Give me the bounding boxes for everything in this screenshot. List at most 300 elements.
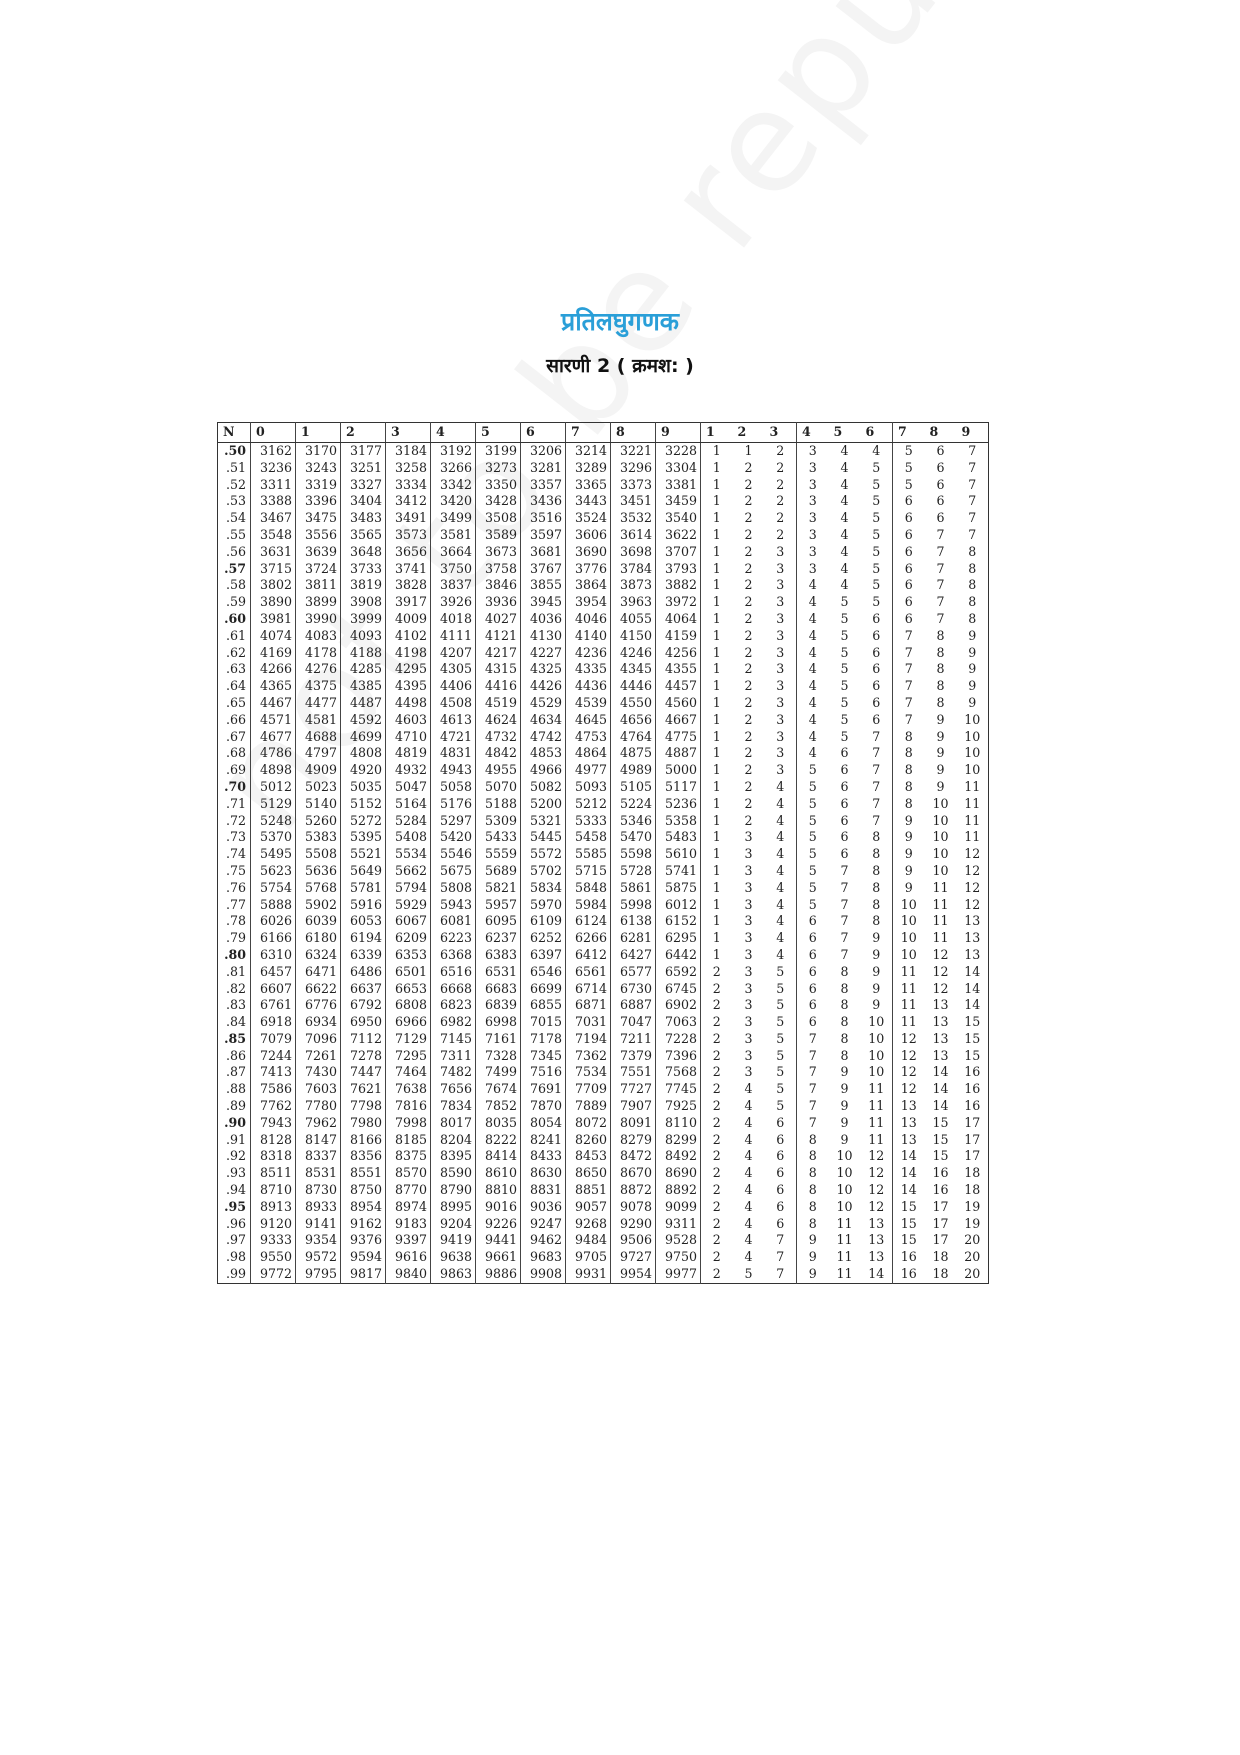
mean-difference: 1 [701, 762, 733, 779]
antilog-value: 9661 [476, 1249, 521, 1266]
row-label: .77 [225, 896, 246, 912]
mean-difference: 5 [872, 594, 881, 610]
antilog-value: 5848 [566, 880, 611, 897]
antilog-value: 7656 [431, 1081, 476, 1098]
antilog-value: 5875 [656, 880, 701, 897]
antilog-value: 8570 [386, 1165, 431, 1182]
antilog-value: 4529 [521, 695, 566, 712]
antilog-value: 7295 [386, 1048, 431, 1065]
mean-difference: 5 [840, 594, 849, 610]
mean-difference: 7 [797, 1048, 829, 1065]
table-row [218, 1165, 989, 1182]
antilog-value: 5728 [611, 863, 656, 880]
row-label: .90 [224, 1114, 246, 1130]
mean-difference: 12 [868, 1148, 885, 1164]
antilog-value: 4467 [251, 695, 296, 712]
mean-difference: 19 [964, 1215, 981, 1231]
mean-difference: 13 [893, 1132, 925, 1149]
mean-difference: 6 [797, 1014, 829, 1031]
table-row [218, 1064, 989, 1081]
antilog-value: 3963 [611, 594, 656, 611]
antilog-value: 5998 [611, 897, 656, 914]
antilog-value: 8954 [341, 1199, 386, 1216]
antilog-value: 8670 [611, 1165, 656, 1182]
mean-difference: 7 [968, 526, 977, 542]
mean-difference: 5 [797, 880, 829, 897]
antilog-value: 6209 [386, 930, 431, 947]
table-row [218, 981, 989, 998]
antilog-value: 3664 [431, 544, 476, 561]
mean-difference: 7 [872, 745, 881, 761]
antilog-value: 4375 [296, 678, 341, 695]
antilog-value: 6823 [431, 997, 476, 1014]
antilog-value: 5970 [521, 897, 566, 914]
antilog-value: 9268 [566, 1216, 611, 1233]
antilog-value: 5943 [431, 897, 476, 914]
antilog-value: 4335 [566, 661, 611, 678]
table-row [218, 1132, 989, 1149]
mean-difference: 13 [893, 1098, 925, 1115]
antilog-value: 4217 [476, 645, 521, 662]
mean-difference: 10 [932, 812, 949, 828]
antilog-value: 3846 [476, 577, 521, 594]
antilog-value: 8260 [566, 1132, 611, 1149]
antilog-value: 4656 [611, 712, 656, 729]
mean-difference: 4 [776, 879, 785, 895]
antilog-value: 3724 [296, 561, 341, 578]
mean-difference: 7 [968, 476, 977, 492]
mean-difference: 4 [797, 695, 829, 712]
mean-difference: 7 [893, 678, 925, 695]
mean-difference: 4 [797, 678, 829, 695]
antilog-value: 4955 [476, 762, 521, 779]
mean-difference: 5 [872, 543, 881, 559]
mean-difference: 9 [797, 1232, 829, 1249]
mean-difference: 7 [840, 862, 849, 878]
antilog-value: 4753 [566, 729, 611, 746]
antilog-value: 5309 [476, 813, 521, 830]
antilog-value: 3221 [611, 443, 656, 460]
antilog-value: 4178 [296, 645, 341, 662]
antilog-value: 7980 [341, 1115, 386, 1132]
antilog-value: 6324 [296, 947, 341, 964]
header-main-2: 2 [341, 423, 386, 443]
mean-difference: 4 [840, 443, 849, 458]
mean-difference: 11 [964, 829, 981, 845]
antilog-value: 7870 [521, 1098, 566, 1115]
mean-difference: 7 [968, 510, 977, 526]
mean-difference: 3 [776, 644, 785, 660]
mean-difference: 10 [836, 1148, 853, 1164]
mean-difference: 8 [968, 543, 977, 559]
mean-difference: 6 [872, 661, 881, 677]
antilog-value: 5984 [566, 897, 611, 914]
antilog-value: 5929 [386, 897, 431, 914]
table-row [218, 930, 989, 947]
antilog-value: 7907 [611, 1098, 656, 1115]
mean-difference: 11 [893, 997, 925, 1014]
antilog-value: 5395 [341, 829, 386, 846]
antilog-value: 3828 [386, 577, 431, 594]
mean-difference: 3 [776, 543, 785, 559]
antilog-value: 8810 [476, 1182, 521, 1199]
antilog-value: 3614 [611, 527, 656, 544]
antilog-value: 6166 [251, 930, 296, 947]
mean-difference: 8 [840, 1030, 849, 1046]
antilog-value: 7638 [386, 1081, 431, 1098]
mean-difference: 2 [701, 1199, 733, 1216]
antilog-value: 3350 [476, 477, 521, 494]
antilog-value: 4083 [296, 628, 341, 645]
antilog-value: 5781 [341, 880, 386, 897]
row-label: .94 [225, 1182, 246, 1198]
antilog-value: 3236 [251, 460, 296, 477]
mean-difference: 9 [936, 778, 945, 794]
antilog-value: 4909 [296, 762, 341, 779]
mean-difference: 10 [836, 1165, 853, 1181]
antilog-value: 7816 [386, 1098, 431, 1115]
antilog-value: 4198 [386, 645, 431, 662]
antilog-value: 6776 [296, 997, 341, 1014]
antilog-value: 4355 [656, 661, 701, 678]
antilog-value: 9931 [566, 1266, 611, 1283]
antilog-value: 6607 [251, 981, 296, 998]
antilog-value: 5070 [476, 779, 521, 796]
antilog-value: 3396 [296, 493, 341, 510]
mean-difference: 3 [744, 862, 753, 878]
antilog-value: 4677 [251, 729, 296, 746]
mean-difference: 17 [932, 1198, 949, 1214]
antilog-value: 3327 [341, 477, 386, 494]
mean-difference: 12 [893, 1048, 925, 1065]
mean-difference: 8 [797, 1216, 829, 1233]
antilog-value: 3899 [296, 594, 341, 611]
antilog-value: 8091 [611, 1115, 656, 1132]
mean-difference: 4 [840, 543, 849, 559]
mean-difference: 1 [701, 930, 733, 947]
mean-difference: 2 [744, 661, 753, 677]
mean-difference: 5 [797, 779, 829, 796]
antilog-value: 5000 [656, 762, 701, 779]
mean-difference: 6 [840, 778, 849, 794]
row-label: .92 [225, 1148, 246, 1164]
antilog-value: 5129 [251, 796, 296, 813]
antilog-value: 3681 [521, 544, 566, 561]
antilog-value: 6745 [656, 981, 701, 998]
mean-difference: 8 [797, 1148, 829, 1165]
antilog-value: 7362 [566, 1048, 611, 1065]
mean-difference: 2 [744, 678, 753, 694]
antilog-value: 4365 [251, 678, 296, 695]
antilog-value: 5754 [251, 880, 296, 897]
mean-difference: 12 [964, 862, 981, 878]
mean-difference: 2 [701, 1014, 733, 1031]
antilog-value: 7047 [611, 1014, 656, 1031]
mean-difference: 2 [776, 459, 785, 475]
mean-difference: 15 [964, 1014, 981, 1030]
mean-difference: 11 [964, 795, 981, 811]
mean-difference: 3 [797, 460, 829, 477]
antilog-value: 5598 [611, 846, 656, 863]
antilog-value: 8035 [476, 1115, 521, 1132]
antilog-value: 7345 [521, 1048, 566, 1065]
row-label: .64 [225, 678, 246, 694]
mean-difference: 11 [836, 1266, 853, 1282]
antilog-value: 5808 [431, 880, 476, 897]
antilog-value: 9397 [386, 1232, 431, 1249]
mean-difference: 7 [797, 1098, 829, 1115]
antilog-value: 5012 [251, 779, 296, 796]
antilog-value: 5176 [431, 796, 476, 813]
mean-difference: 8 [797, 1165, 829, 1182]
mean-difference: 6 [936, 459, 945, 475]
mean-difference: 4 [744, 1215, 753, 1231]
table-row [218, 813, 989, 830]
table-row [218, 1148, 989, 1165]
mean-difference: 9 [893, 863, 925, 880]
mean-difference: 11 [893, 981, 925, 998]
mean-difference: 5 [776, 997, 785, 1013]
antilog-value: 3990 [296, 611, 341, 628]
mean-difference: 9 [893, 813, 925, 830]
mean-difference: 7 [872, 778, 881, 794]
mean-difference: 6 [872, 678, 881, 694]
table-row [218, 695, 989, 712]
table-row [218, 594, 989, 611]
antilog-value: 5408 [386, 829, 431, 846]
table-row [218, 829, 989, 846]
antilog-value: 4121 [476, 628, 521, 645]
antilog-value: 9954 [611, 1266, 656, 1283]
antilog-value: 5610 [656, 846, 701, 863]
antilog-value: 6730 [611, 981, 656, 998]
table-row [218, 1081, 989, 1098]
mean-difference: 4 [797, 628, 829, 645]
antilog-value: 3266 [431, 460, 476, 477]
table-body [218, 443, 989, 1284]
antilog-value: 3954 [566, 594, 611, 611]
antilog-value: 4634 [521, 712, 566, 729]
mean-difference: 5 [797, 863, 829, 880]
mean-difference: 7 [936, 543, 945, 559]
antilog-value: 5649 [341, 863, 386, 880]
mean-difference: 5 [872, 493, 881, 509]
table-row [218, 544, 989, 561]
antilog-value: 5023 [296, 779, 341, 796]
mean-difference: 20 [964, 1249, 981, 1265]
antilog-value: 3589 [476, 527, 521, 544]
mean-difference: 8 [872, 846, 881, 862]
antilog-value: 4159 [656, 628, 701, 645]
mean-difference: 11 [868, 1098, 885, 1114]
mean-difference: 2 [701, 964, 733, 981]
mean-difference: 1 [701, 544, 733, 561]
mean-difference: 13 [932, 1014, 949, 1030]
antilog-value: 7998 [386, 1115, 431, 1132]
antilog-value: 7516 [521, 1064, 566, 1081]
mean-difference: 6 [893, 544, 925, 561]
antilog-value: 8395 [431, 1148, 476, 1165]
mean-difference: 6 [872, 627, 881, 643]
antilog-value: 9817 [341, 1266, 386, 1283]
mean-difference: 10 [964, 728, 981, 744]
mean-difference: 2 [701, 1148, 733, 1165]
antilog-value: 4406 [431, 678, 476, 695]
mean-difference: 6 [797, 981, 829, 998]
mean-difference: 5 [893, 443, 925, 460]
antilog-value: 8054 [521, 1115, 566, 1132]
mean-difference: 6 [797, 947, 829, 964]
row-label: .80 [224, 946, 246, 962]
row-label: .87 [225, 1064, 246, 1080]
antilog-value: 4246 [611, 645, 656, 662]
antilog-value: 6081 [431, 913, 476, 930]
mean-difference: 9 [797, 1249, 829, 1266]
antilog-value: 8551 [341, 1165, 386, 1182]
row-label: .97 [225, 1232, 246, 1248]
mean-difference: 2 [744, 812, 753, 828]
antilog-value: 7031 [566, 1014, 611, 1031]
antilog-value: 9795 [296, 1266, 341, 1283]
mean-difference: 12 [893, 1081, 925, 1098]
header-diff-9: 9 [957, 423, 989, 443]
mean-difference: 4 [776, 795, 785, 811]
mean-difference: 4 [797, 611, 829, 628]
mean-difference: 3 [797, 510, 829, 527]
antilog-value: 9016 [476, 1199, 521, 1216]
antilog-value: 6637 [341, 981, 386, 998]
header-main-3: 3 [386, 423, 431, 443]
antilog-value: 4864 [566, 745, 611, 762]
antilog-value: 9886 [476, 1266, 521, 1283]
antilog-value: 5458 [566, 829, 611, 846]
antilog-value: 7745 [656, 1081, 701, 1098]
mean-difference: 3 [776, 694, 785, 710]
antilog-value: 7178 [521, 1031, 566, 1048]
mean-difference: 7 [893, 661, 925, 678]
mean-difference: 16 [964, 1098, 981, 1114]
mean-difference: 9 [840, 1081, 849, 1097]
mean-difference: 1 [701, 561, 733, 578]
row-label: .84 [225, 1014, 246, 1030]
mean-difference: 4 [744, 1131, 753, 1147]
antilog-value: 4385 [341, 678, 386, 695]
mean-difference: 18 [932, 1266, 949, 1282]
mean-difference: 2 [701, 1266, 733, 1283]
mean-difference: 11 [836, 1232, 853, 1248]
antilog-value: 3733 [341, 561, 386, 578]
mean-difference: 10 [932, 795, 949, 811]
antilog-value: 6934 [296, 1014, 341, 1031]
antilog-value: 4236 [566, 645, 611, 662]
row-label: .65 [225, 694, 246, 710]
mean-difference: 2 [744, 694, 753, 710]
antilog-value: 4603 [386, 712, 431, 729]
antilog-value: 7551 [611, 1064, 656, 1081]
antilog-value: 4898 [251, 762, 296, 779]
antilog-table [217, 422, 989, 1284]
mean-difference: 6 [776, 1215, 785, 1231]
antilog-value: 3784 [611, 561, 656, 578]
antilog-value: 6918 [251, 1014, 296, 1031]
mean-difference: 17 [964, 1148, 981, 1164]
antilog-value: 4188 [341, 645, 386, 662]
mean-difference: 6 [893, 510, 925, 527]
antilog-value: 5470 [611, 829, 656, 846]
antilog-value: 3296 [611, 460, 656, 477]
mean-difference: 10 [964, 745, 981, 761]
mean-difference: 4 [840, 493, 849, 509]
antilog-value: 3499 [431, 510, 476, 527]
row-label: .73 [225, 829, 246, 845]
mean-difference: 2 [744, 627, 753, 643]
mean-difference: 8 [936, 644, 945, 660]
antilog-value: 6471 [296, 964, 341, 981]
antilog-value: 9333 [251, 1232, 296, 1249]
mean-difference: 6 [893, 561, 925, 578]
antilog-value: 5093 [566, 779, 611, 796]
antilog-value: 6180 [296, 930, 341, 947]
mean-difference: 3 [797, 527, 829, 544]
antilog-value: 7112 [341, 1031, 386, 1048]
mean-difference: 2 [744, 543, 753, 559]
mean-difference: 7 [840, 879, 849, 895]
mean-difference: 6 [797, 964, 829, 981]
antilog-value: 8851 [566, 1182, 611, 1199]
antilog-value: 6237 [476, 930, 521, 947]
mean-difference: 5 [797, 813, 829, 830]
table-header [218, 423, 989, 443]
antilog-value: 4027 [476, 611, 521, 628]
antilog-value: 3565 [341, 527, 386, 544]
mean-difference: 11 [836, 1215, 853, 1231]
antilog-value: 6531 [476, 964, 521, 981]
antilog-value: 3758 [476, 561, 521, 578]
antilog-value: 5212 [566, 796, 611, 813]
antilog-value: 7621 [341, 1081, 386, 1098]
mean-difference: 11 [932, 913, 949, 929]
antilog-value: 6310 [251, 947, 296, 964]
antilog-value: 5521 [341, 846, 386, 863]
antilog-value: 3532 [611, 510, 656, 527]
antilog-value: 7311 [431, 1048, 476, 1065]
antilog-value: 4710 [386, 729, 431, 746]
mean-difference: 2 [701, 1081, 733, 1098]
mean-difference: 15 [893, 1232, 925, 1249]
antilog-value: 6622 [296, 981, 341, 998]
antilog-value: 7161 [476, 1031, 521, 1048]
header-diff-1: 1 [701, 423, 733, 443]
mean-difference: 12 [893, 1031, 925, 1048]
antilog-value: 4295 [386, 661, 431, 678]
antilog-value: 7228 [656, 1031, 701, 1048]
row-label: .63 [225, 661, 246, 677]
mean-difference: 16 [932, 1165, 949, 1181]
mean-difference: 3 [776, 661, 785, 677]
mean-difference: 1 [701, 779, 733, 796]
antilog-value: 4446 [611, 678, 656, 695]
antilog-value: 7096 [296, 1031, 341, 1048]
mean-difference: 7 [840, 930, 849, 946]
antilog-value: 5888 [251, 897, 296, 914]
row-label: .51 [225, 459, 246, 475]
antilog-value: 8690 [656, 1165, 701, 1182]
antilog-value: 4699 [341, 729, 386, 746]
mean-difference: 4 [744, 1081, 753, 1097]
mean-difference: 2 [701, 1064, 733, 1081]
mean-difference: 2 [701, 997, 733, 1014]
mean-difference: 4 [840, 560, 849, 576]
